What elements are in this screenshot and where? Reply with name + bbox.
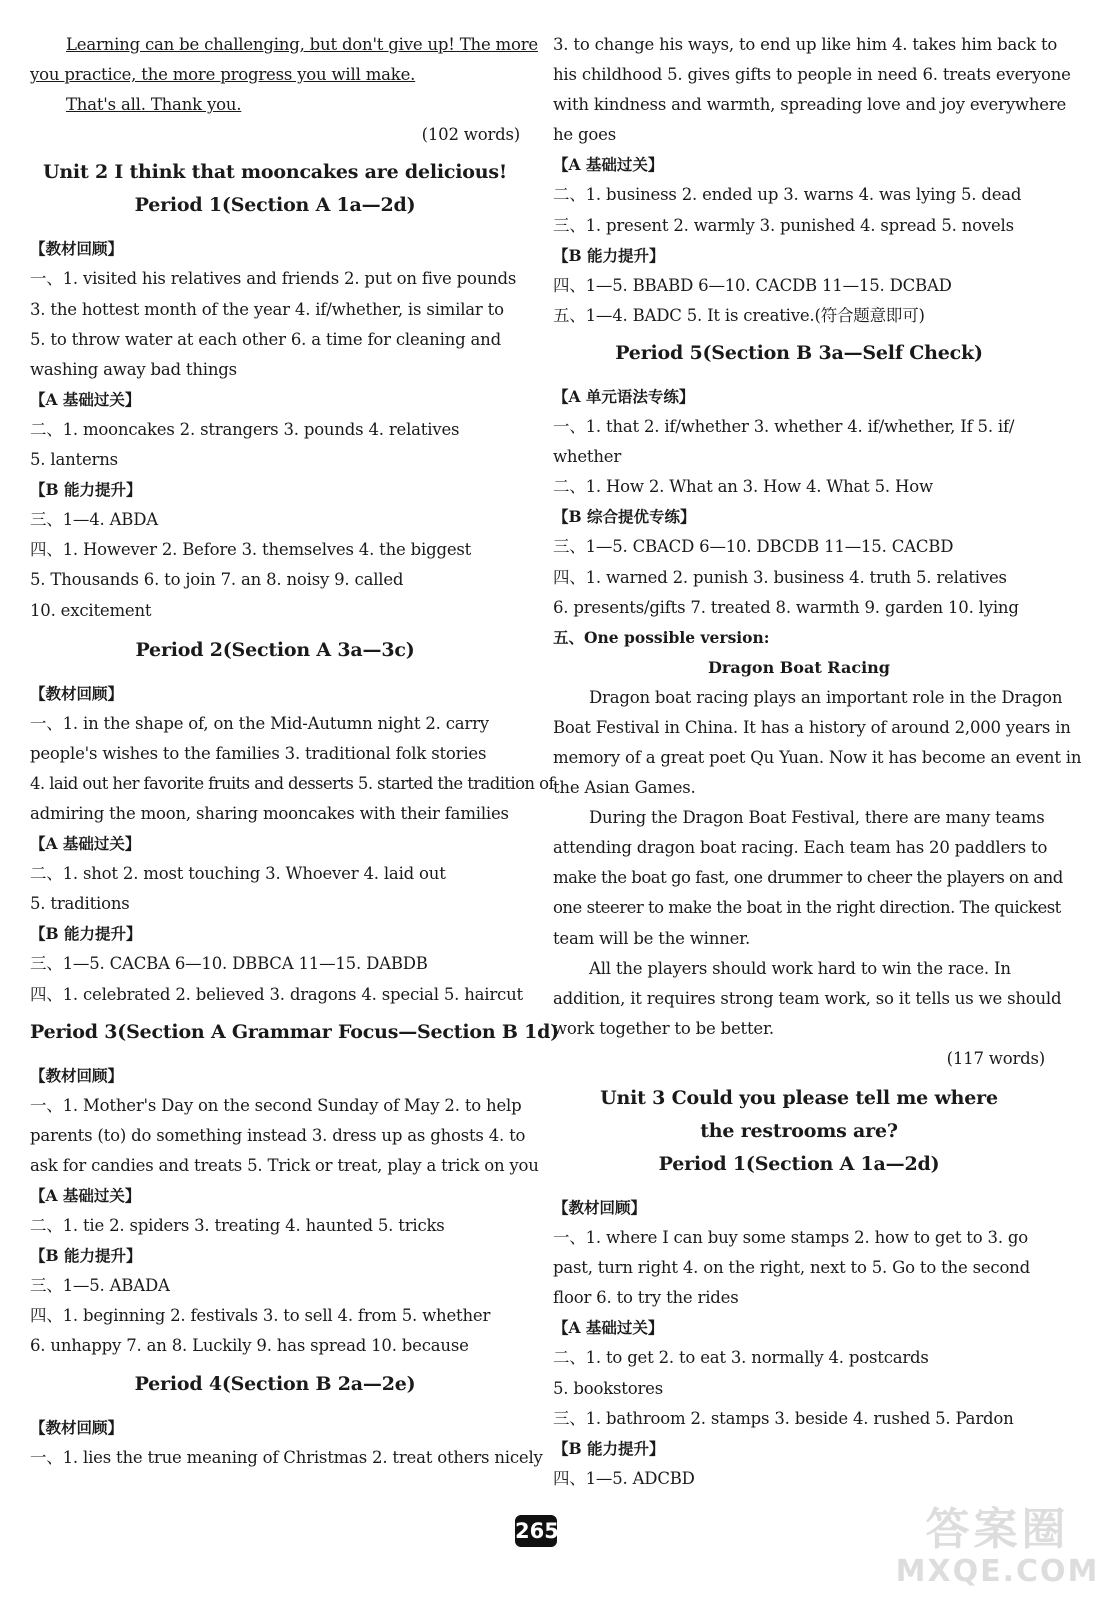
answer-line: admiring the moon, sharing mooncakes with their families [30,803,509,823]
answer-line: parents (to) do something instead 3. dress up as ghosts 4. to [30,1125,526,1145]
answer-line: 四、1. However 2. Before 3. themselves 4. the biggest [30,540,472,560]
answer-line: 二、1. How 2. What an 3. How 4. What 5. How [553,477,933,497]
section-heading: 【A 单元语法专练】 [553,386,695,406]
answer-line: 三、1—4. ABDA [30,510,158,530]
answer-line: 5. Thousands 6. to join 7. an 8. noisy 9. called [30,570,404,590]
answer-line: ask for candies and treats 5. Trick or treat, play a trick on you [30,1155,539,1175]
answer-line: 三、1—5. CACBA 6—10. DBBCA 11—15. DABDB [30,954,428,974]
watermark-logo [895,1505,1100,1595]
answer-line: past, turn right 4. on the right, next to 5. Go to the second [553,1258,1030,1278]
answer-line: 四、1. beginning 2. festivals 3. to sell 4. from 5. whether [30,1306,491,1326]
answer-line: he goes [553,125,616,145]
section-heading: 【教材回顾】 [553,1198,647,1217]
answer-line: 三、1—5. ABADA [30,1276,170,1296]
section-heading: 【教材回顾】 [30,239,124,259]
answer-line: 一、1. where I can buy some stamps 2. how to get to 3. go [553,1228,1029,1248]
section-heading: 【A 基础过关】 [30,1186,141,1205]
answer-line: 四、1. celebrated 2. believed 3. dragons 4. special 5. haircut [30,984,523,1004]
section-heading: 【教材回顾】 [30,683,124,703]
section-heading: 【教材回顾】 [30,1417,124,1437]
right-column [553,30,1082,1494]
section-heading: 【B 能力提升】 [553,245,665,265]
answer-line: 二、1. business 2. ended up 3. warns 4. was lying 5. dead [553,185,1022,205]
essay-line: work together to be better. [553,1018,774,1038]
unit-title: the restrooms are? [700,1120,898,1142]
answer-line: 四、1—5. ADCBD [553,1468,695,1488]
answer-line: 6. unhappy 7. an 8. Luckily 9. has spread 10. because [30,1336,469,1356]
answer-line: 一、1. in the shape of, on the Mid-Autumn night 2. carry [30,713,489,733]
period-title: Period 5(Section B 3a—Self Check) [615,341,983,364]
answer-line: 一、1. Mother's Day on the second Sunday of May 2. to help [30,1095,522,1115]
section-heading: 【B 能力提升】 [553,1438,665,1458]
essay-line: All the players should work hard to win the race. In [589,958,1011,978]
answer-line: with kindness and warmth, spreading love and joy everywhere [553,95,1067,115]
essay-line: memory of a great poet Qu Yuan. Now it has become an event in [553,747,1082,767]
answer-line: 一、1. visited his relatives and friends 2. put on five pounds [30,269,517,289]
answer-line: 一、1. that 2. if/whether 3. whether 4. if/whether, If 5. if/ [553,417,1015,437]
essay-line: Dragon boat racing plays an important role in the Dragon [589,687,1063,707]
section-heading: 【教材回顾】 [30,1065,124,1085]
text-line: Learning can be challenging, but don't give up! The more [66,35,538,54]
essay-line: addition, it requires strong team work, so it tells us we should [553,988,1062,1008]
section-heading: 【B 综合提优专练】 [553,507,696,527]
word-count: (102 words) [421,125,520,145]
essay-line: attending dragon boat racing. Each team has 20 paddlers to [553,838,1048,858]
answer-line: 10. excitement [30,600,152,620]
unit-title: Unit 3 Could you please tell me where [600,1087,998,1109]
word-count: (117 words) [946,1048,1045,1068]
watermark-url: MXQE.COM [895,1554,1100,1589]
left-column [30,30,560,1473]
section-heading: 【A 基础过关】 [553,155,664,175]
answer-line: 5. bookstores [553,1378,663,1398]
section-heading: 【A 基础过关】 [30,389,141,409]
essay-line: one steerer to make the boat in the right direction. The quickest [553,898,1061,918]
answer-line: 6. presents/gifts 7. treated 8. warmth 9. garden 10. lying [553,597,1019,617]
section-heading: 【B 能力提升】 [30,1246,142,1266]
answer-line: 四、1—5. BBABD 6—10. CACDB 11—15. DCBAD [553,275,952,295]
watermark-text: 答案圈 [925,1504,1070,1555]
section-heading: 五、One possible version: [553,627,770,647]
answer-line: 4. laid out her favorite fruits and desserts 5. started the tradition of [30,773,554,793]
essay-line: make the boat go fast, one drummer to cheer the players on and [553,868,1063,888]
essay-title: Dragon Boat Racing [708,657,890,677]
answer-line: 5. to throw water at each other 6. a time for cleaning and [30,329,501,349]
period-title: Period 4(Section B 2a—2e) [134,1372,416,1395]
answer-line: floor 6. to try the rides [553,1288,739,1308]
period-title: Period 1(Section A 1a—2d) [658,1153,940,1175]
answer-line: 3. the hottest month of the year 4. if/whether, is similar to [30,299,504,319]
answer-line: 三、1—5. CBACD 6—10. DBCDB 11—15. CACBD [553,537,954,557]
section-heading: 【B 能力提升】 [30,924,142,944]
answer-line: 二、1. mooncakes 2. strangers 3. pounds 4. relatives [30,419,460,439]
answer-line: 四、1. warned 2. punish 3. business 4. truth 5. relatives [553,567,1007,587]
section-heading: 【B 能力提升】 [30,480,142,500]
unit-title: Unit 2 I think that mooncakes are delicious! [42,161,508,184]
answer-line: 二、1. to get 2. to eat 3. normally 4. postcards [553,1348,929,1368]
text-line: you practice, the more progress you will make. [30,65,416,85]
answer-line: 三、1. bathroom 2. stamps 3. beside 4. rushed 5. Pardon [553,1408,1014,1428]
answer-line: 5. traditions [30,894,130,914]
answer-line: 5. lanterns [30,450,118,470]
essay-line: During the Dragon Boat Festival, there are many teams [589,808,1045,828]
answer-line: 二、1. tie 2. spiders 3. treating 4. haunted 5. tricks [30,1216,445,1236]
answer-line: washing away bad things [30,359,237,379]
page-number: 265 [515,1515,557,1547]
answer-line: 五、1—4. BADC 5. It is creative.(符合题意即可) [553,305,925,325]
period-title: Period 3(Section A Grammar Focus—Section B 1d) [30,1020,560,1043]
answer-line: 二、1. shot 2. most touching 3. Whoever 4. laid out [30,864,446,884]
essay-line: the Asian Games. [553,778,696,798]
essay-line: team will be the winner. [553,928,751,948]
answer-line: 一、1. lies the true meaning of Christmas 2. treat others nicely [30,1447,543,1467]
answer-line: 三、1. present 2. warmly 3. punished 4. spread 5. novels [553,215,1014,235]
section-heading: 【A 基础过关】 [30,834,141,854]
answer-line: 3. to change his ways, to end up like him 4. takes him back to [553,35,1058,54]
section-heading: 【A 基础过关】 [553,1318,664,1338]
answer-line: whether [553,447,622,467]
answer-line: people's wishes to the families 3. traditional folk stories [30,743,487,763]
essay-line: Boat Festival in China. It has a history of around 2,000 years in [553,717,1071,737]
text-line: That's all. Thank you. [66,95,242,115]
answer-line: his childhood 5. gives gifts to people in need 6. treats everyone [553,65,1071,85]
period-title: Period 1(Section A 1a—2d) [134,194,416,217]
period-title: Period 2(Section A 3a—3c) [135,638,415,661]
